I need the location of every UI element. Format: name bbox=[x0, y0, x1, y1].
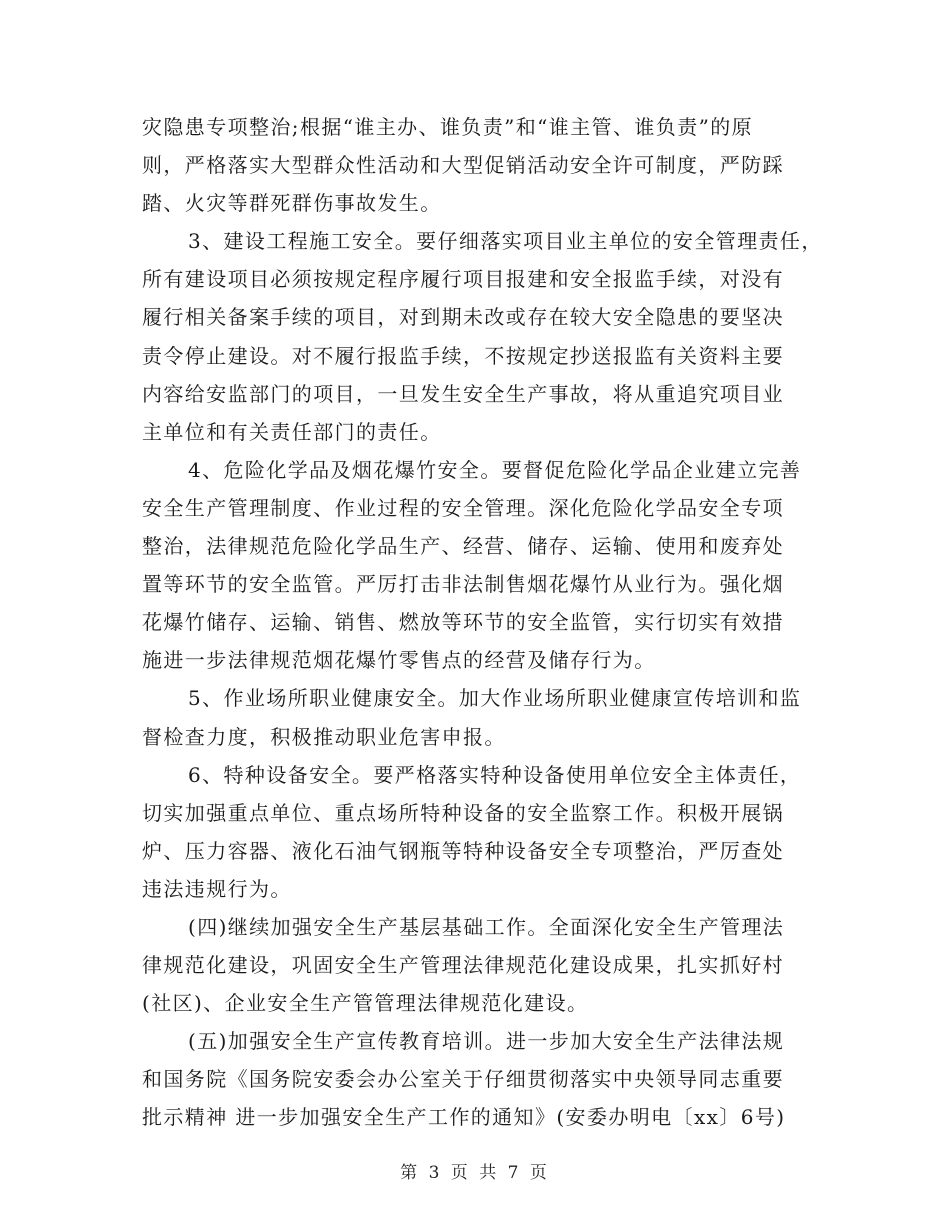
text-line: 施进一步法律规范烟花爆竹零售点的经营及储存行为。 bbox=[142, 648, 656, 673]
text-line: 切实加强重点单位、重点场所特种设备的安全监察工作。积极开展锅 bbox=[142, 800, 784, 825]
text-line: 则，严格落实大型群众性活动和大型促销活动安全许可制度，严防踩 bbox=[142, 153, 784, 178]
text-line: 置等环节的安全监管。严厉打击非法制售烟花爆竹从业行为。强化烟 bbox=[142, 572, 784, 597]
paragraph bbox=[142, 108, 822, 222]
text-line: 6、特种设备安全。要严格落实特种设备使用单位安全主体责任， bbox=[188, 762, 802, 787]
paragraph bbox=[142, 1022, 822, 1136]
paragraph bbox=[142, 908, 822, 1022]
text-line: 律规范化建设，巩固安全生产管理法律规范化建设成果，扎实抓好村 bbox=[142, 953, 784, 978]
text-line: 3、建设工程施工安全。要仔细落实项目业主单位的安全管理责任， bbox=[188, 229, 823, 254]
text-line: 灾隐患专项整治;根据“谁主办、谁负责”和“谁主管、谁负责”的原 bbox=[142, 115, 754, 139]
text-line: (五)加强安全生产宣传教育培训。进一步加大安全生产法律法规 bbox=[188, 1029, 785, 1054]
paragraph bbox=[142, 679, 822, 755]
page-number-footer: 第 3 页 共 7 页 bbox=[400, 1163, 550, 1183]
text-line: 踏、火灾等群死群伤事故发生。 bbox=[142, 191, 442, 216]
text-line: 5、作业场所职业健康安全。加大作业场所职业健康宣传培训和监 bbox=[188, 686, 802, 711]
text-line: 和国务院《国务院安委会办公室关于仔细贯彻落实中央领导同志重要 bbox=[142, 1067, 784, 1092]
text-line: 整治，法律规范危险化学品生产、经营、储存、运输、使用和废弃处 bbox=[142, 534, 784, 559]
document-body bbox=[142, 108, 822, 1137]
text-line: 督检查力度，积极推动职业危害申报。 bbox=[142, 724, 506, 749]
text-line: 安全生产管理制度、作业过程的安全管理。深化危险化学品安全专项 bbox=[142, 495, 784, 520]
text-line: 主单位和有关责任部门的责任。 bbox=[142, 419, 442, 444]
text-line: 4、危险化学品及烟花爆竹安全。要督促危险化学品企业建立完善 bbox=[188, 457, 802, 482]
paragraph bbox=[142, 451, 822, 680]
text-line: 内容给安监部门的项目，一旦发生安全生产事故，将从重追究项目业 bbox=[142, 381, 784, 406]
text-line: 批示精神 进一步加强安全生产工作的通知》(安委办明电〔xx〕6号) bbox=[142, 1105, 786, 1130]
paragraph bbox=[142, 756, 822, 908]
text-line: 花爆竹储存、运输、销售、燃放等环节的安全监管，实行切实有效措 bbox=[142, 610, 784, 635]
text-line: (社区)、企业安全生产管管理法律规范化建设。 bbox=[142, 991, 589, 1016]
text-line: 违法违规行为。 bbox=[142, 876, 292, 901]
text-line: 责令停止建设。对不履行报监手续，不按规定抄送报监有关资料主要 bbox=[142, 343, 784, 368]
text-line: 炉、压力容器、液化石油气钢瓶等特种设备安全专项整治，严厉查处 bbox=[142, 838, 784, 863]
text-line: (四)继续加强安全生产基层基础工作。全面深化安全生产管理法 bbox=[188, 914, 785, 939]
paragraph bbox=[142, 222, 822, 451]
text-line: 履行相关备案手续的项目，对到期未改或存在较大安全隐患的要坚决 bbox=[142, 305, 784, 330]
text-line: 所有建设项目必须按规定程序履行项目报建和安全报监手续，对没有 bbox=[142, 267, 784, 292]
